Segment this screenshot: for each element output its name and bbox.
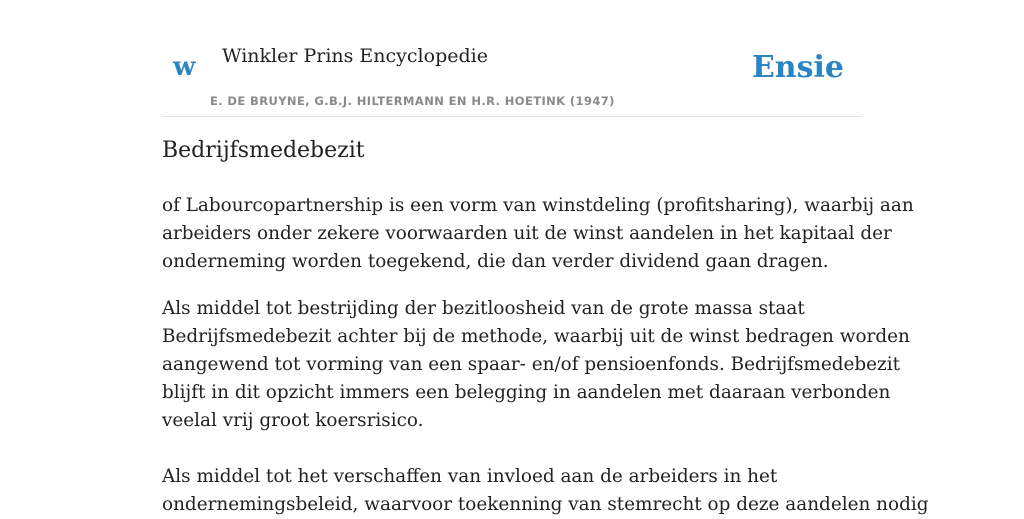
header — [162, 0, 862, 117]
authors-line: E. DE BRUYNE, G.B.J. HILTERMANN EN H.R. HOETINK (1947) — [210, 94, 615, 108]
paragraph-line: ondernemingsbeleid, waarvoor toekenning van stemrecht op deze aandelen nodig — [162, 494, 929, 515]
paragraph-line: veelal vrij groot koersrisico. — [162, 410, 424, 431]
paragraph-line: of Labourcopartnership is een vorm van winstdeling (profitsharing), waarbij aan — [162, 195, 914, 216]
paragraph-line: Bedrijfsmedebezit achter bij de methode, waarbij uit de winst bedragen worden — [162, 326, 910, 347]
article-title: Bedrijfsmedebezit — [162, 138, 365, 163]
article-paragraph — [162, 295, 910, 435]
paragraph-line: aangewend tot vorming van een spaar- en/of pensioenfonds. Bedrijfsmedebezit — [162, 354, 901, 375]
paragraph-line: Als middel tot het verschaffen van invloed aan de arbeiders in het — [162, 466, 778, 487]
site-title[interactable]: Winkler Prins Encyclopedie — [222, 45, 488, 67]
article-paragraph — [162, 463, 929, 519]
paragraph-line: Als middel tot bestrijding der bezitloosheid van de grote massa staat — [162, 298, 805, 319]
logo-w-icon[interactable]: w — [173, 52, 196, 82]
paragraph-line: arbeiders onder zekere voorwaarden uit de winst aandelen in het kapitaal der — [162, 223, 892, 244]
paragraph-line: onderneming worden toegekend, die dan verder dividend gaan dragen. — [162, 251, 829, 272]
paragraph-line: blijft in dit opzicht immers een belegging in aandelen met daaraan verbonden — [162, 382, 891, 403]
article-paragraph — [162, 192, 914, 276]
brand-logo[interactable]: Ensie — [751, 50, 844, 85]
page — [162, 0, 929, 515]
